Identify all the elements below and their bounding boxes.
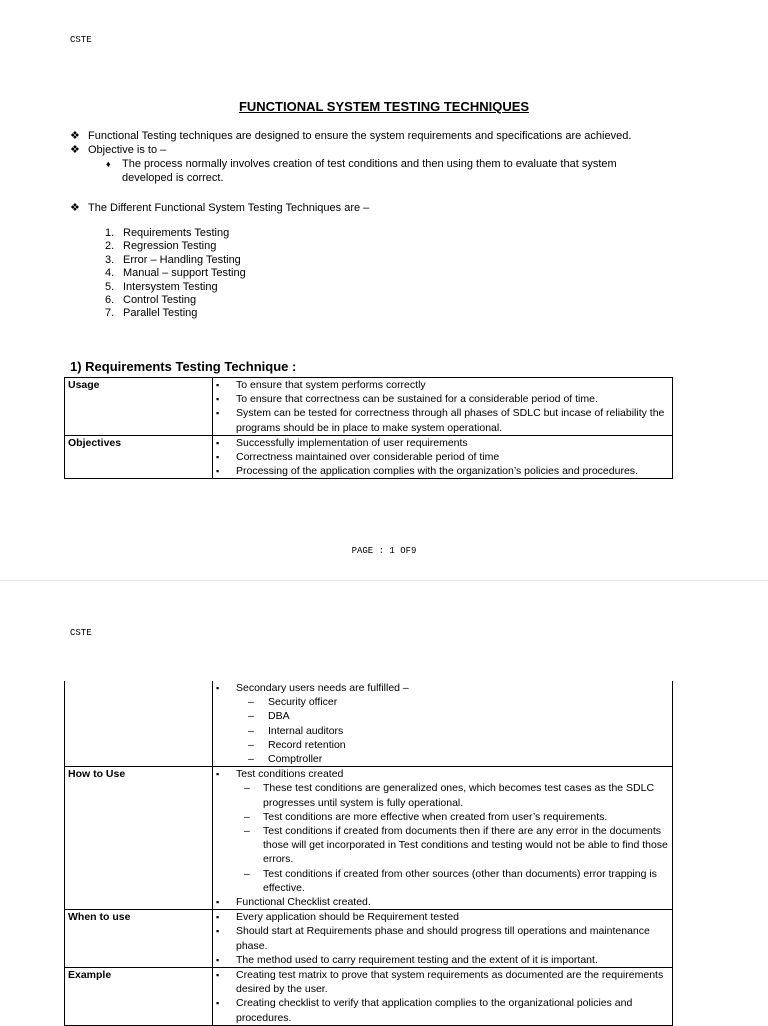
sub-bullet-item: ♦ The process normally involves creation of test conditions and then using them to evaluate that system developed is correct. [106, 158, 617, 184]
diamond-bullet-icon: ❖ [70, 130, 80, 142]
techniques-intro: ❖ The Different Functional System Testing Techniques are – [70, 202, 370, 214]
table-row [65, 681, 673, 767]
list-item: ▪ Should start at Requirements phase and should progress till operations and maintenance phase. [216, 924, 669, 952]
row-label-objectives: Objectives [65, 435, 213, 479]
document-title: FUNCTIONAL SYSTEM TESTING TECHNIQUES [238, 99, 530, 114]
list-item: 7. Parallel Testing [105, 307, 198, 320]
page-divider [0, 580, 768, 581]
filled-diamond-icon: ♦ [106, 159, 111, 169]
table-row [65, 767, 673, 910]
sub-list-item: – Record retention [216, 738, 669, 752]
objectives-cell [213, 435, 673, 479]
techniques-list [105, 227, 246, 321]
table-row [65, 435, 673, 479]
sub-list-item: – Test conditions if created from other sources (other than documents) error trapping is effective. [216, 867, 669, 895]
list-item: 1. Requirements Testing [105, 227, 230, 239]
list-item: ▪ Functional Checklist created. [216, 895, 669, 909]
how-to-use-cell [213, 767, 673, 910]
row-label-when-to-use: When to use [65, 910, 213, 968]
when-to-use-cell [213, 910, 673, 968]
list-item: ▪ Successfully implementation of user requirements [216, 436, 669, 450]
sub-list-item: – DBA [216, 709, 669, 723]
requirements-table [64, 377, 673, 479]
list-item: ▪ Creating checklist to verify that application complies to the organizational policies and procedures. [216, 996, 669, 1024]
list-item: ▪ System can be tested for correctness through all phases of SDLC but incase of reliability the programs should be in place to make system operational. [216, 406, 669, 434]
page-header-tag: CSTE [70, 35, 92, 45]
sub-list-item: – These test conditions are generalized ones, which becomes test cases as the SDLC progresses until system is fully operational. [216, 781, 669, 809]
sub-list-item: – Test conditions if created from documents then if there are any error in the documents those will get incorporated in Test conditions and testing would not be able to find those errors. [216, 824, 669, 867]
row-label-usage: Usage [65, 378, 213, 436]
sub-list-item: – Test conditions are more effective when created from user’s requirements. [216, 810, 669, 824]
sub-list-item: – Security officer [216, 695, 669, 709]
list-item: ▪ To ensure that system performs correctly [216, 378, 669, 392]
table-row [65, 910, 673, 968]
usage-cell [213, 378, 673, 436]
continued-cell [213, 681, 673, 767]
list-item: 6. Control Testing [105, 294, 197, 307]
diamond-bullet-icon: ❖ [70, 202, 80, 214]
example-cell [213, 968, 673, 1026]
requirements-table-continued [64, 681, 673, 1026]
list-item: 3. Error – Handling Testing [105, 253, 241, 266]
page-header-tag: CSTE [70, 628, 92, 638]
list-item: ▪ Processing of the application complies with the organization’s policies and procedures. [216, 464, 669, 478]
list-item: ▪ Correctness maintained over considerable period of time [216, 450, 669, 464]
list-item: 5. Intersystem Testing [105, 280, 218, 293]
table-row [65, 968, 673, 1026]
page-footer: PAGE : 1 OF9 [351, 546, 417, 556]
list-item: ▪ The method used to carry requirement testing and the extent of it is important. [216, 953, 669, 967]
row-label-example: Example [65, 968, 213, 1026]
bullet-item: ❖ Functional Testing techniques are designed to ensure the system requirements and specifications are achieved. [70, 130, 632, 142]
list-item: ▪ Creating test matrix to prove that system requirements as documented are the requirements desired by the user. [216, 968, 669, 996]
list-item: 2. Regression Testing [105, 240, 217, 253]
intro-bullets [70, 129, 680, 185]
list-item: ▪ Secondary users needs are fulfilled – [216, 681, 669, 695]
sub-list-item: – Internal auditors [216, 724, 669, 738]
list-item: ▪ Every application should be Requirement tested [216, 910, 669, 924]
bullet-item: ❖ Objective is to – [70, 144, 167, 156]
row-label-how-to-use: How to Use [65, 767, 213, 910]
diamond-bullet-icon: ❖ [70, 144, 80, 156]
sub-list-item: – Comptroller [216, 752, 669, 766]
list-item: ▪ Test conditions created [216, 767, 669, 781]
list-item: ▪ To ensure that correctness can be sustained for a considerable period of time. [216, 392, 669, 406]
row-label-empty [65, 681, 213, 767]
section-title: 1) Requirements Testing Technique : [70, 359, 297, 374]
table-row [65, 378, 673, 436]
list-item: 4. Manual – support Testing [105, 267, 246, 280]
